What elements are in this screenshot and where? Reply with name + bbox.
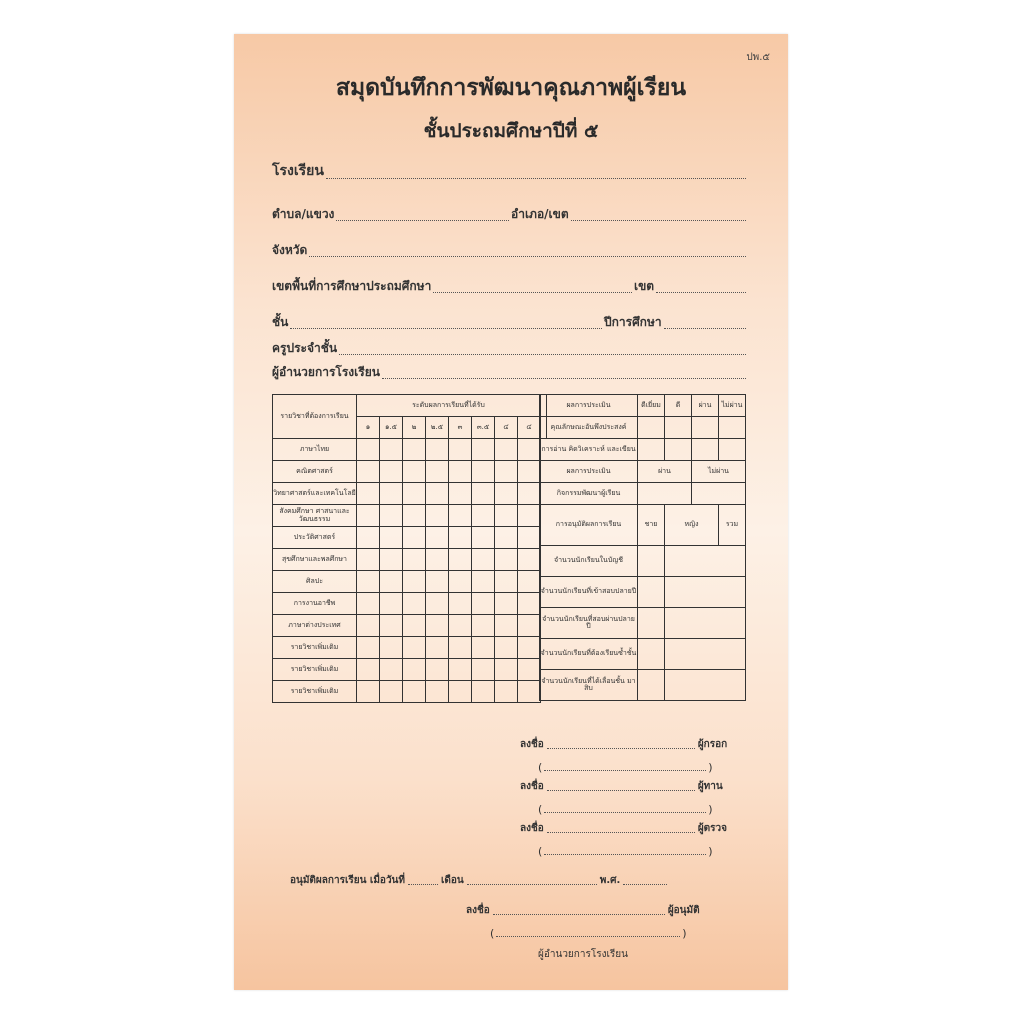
academic-year-label: ปีการศึกษา [604,315,662,329]
province-dotted-line [309,244,746,257]
grade-entry-cell[interactable] [380,461,403,483]
assessment-header-row [540,395,746,417]
grade-entry-cell[interactable] [495,549,518,571]
grade-entry-cell[interactable] [403,439,426,461]
summary-entry-cell[interactable] [638,546,665,577]
assessment-entry-cell[interactable] [665,439,692,461]
grade-entry-cell[interactable] [472,593,495,615]
grade-entry-cell[interactable] [495,461,518,483]
activity-header-row [540,461,746,483]
homeroom-teacher-field[interactable] [272,338,746,358]
grade-entry-cell[interactable] [495,483,518,505]
assessment-entry-cell[interactable] [692,417,719,439]
district-field[interactable] [511,204,746,224]
activity-entry-cell[interactable] [692,483,746,505]
grade-entry-cell[interactable] [518,681,541,703]
subject-name-cell: ประวัติศาสตร์ [273,527,357,549]
subject-row [273,615,547,637]
assessment-entry-cell[interactable] [692,439,719,461]
grade-entry-cell[interactable] [357,593,380,615]
grade-entry-cell[interactable] [403,615,426,637]
subject-name-cell: วิทยาศาสตร์และเทคโนโลยี [273,483,357,505]
grade-entry-cell[interactable] [357,505,380,527]
grade-entry-cell[interactable] [495,571,518,593]
summary-row-label: จำนวนนักเรียนในบัญชี [540,546,638,577]
school-label: โรงเรียน [272,163,324,179]
grade-entry-cell[interactable] [357,681,380,703]
grade-entry-cell[interactable] [357,461,380,483]
sign-prefix: ลงชื่อ [520,781,544,792]
level-header-cell: ๔ [495,417,518,439]
subject-name-cell: รายวิชาเพิ่มเติม [273,659,357,681]
subject-name-cell: สุขศึกษาและพลศึกษา [273,549,357,571]
grade-entry-cell[interactable] [518,483,541,505]
edu-area-label: เขตพื้นที่การศึกษาประถมศึกษา [272,279,432,293]
director-field[interactable] [272,362,746,382]
grade-entry-cell[interactable] [472,571,495,593]
role-inspector: ผู้ตรวจ [697,823,728,834]
filler-name-paren[interactable]: ( ) [538,761,713,774]
level-header-cell: ๓.๕ [472,417,495,439]
grade-entry-cell[interactable] [357,659,380,681]
subject-row [273,637,547,659]
summary-entry-cell[interactable] [665,577,746,608]
grade-entry-cell[interactable] [472,549,495,571]
summary-row-label: จำนวนนักเรียนที่เข้าสอบปลายปี [540,577,638,608]
grade-entry-cell[interactable] [449,593,472,615]
subject-row [273,659,547,681]
grade-entry-cell[interactable] [380,659,403,681]
subject-name-cell: ภาษาไทย [273,439,357,461]
level-header-cell: ๒ [403,417,426,439]
grade-header-row [273,395,547,417]
activity-col-cell: ไม่ผ่าน [692,461,746,483]
subject-name-cell: รายวิชาเพิ่มเติม [273,681,357,703]
grade-entry-cell[interactable] [472,461,495,483]
grade-entry-cell[interactable] [518,593,541,615]
grade-entry-cell[interactable] [518,527,541,549]
subdistrict-dotted-line [336,208,509,221]
sign-dotted-line [547,738,695,749]
grade-entry-cell[interactable] [380,615,403,637]
grade-entry-cell[interactable] [449,461,472,483]
assessment-header-cell: ผลการประเมิน [540,395,638,417]
grade-entry-cell[interactable] [449,549,472,571]
summary-entry-cell[interactable] [638,608,665,639]
inspector-name-paren[interactable]: ( ) [538,845,713,858]
assessment-table [539,394,746,701]
subdistrict-label: ตำบล/แขวง [272,207,335,221]
subject-row [273,571,547,593]
summary-entry-cell[interactable] [638,639,665,670]
grade-entry-cell[interactable] [357,571,380,593]
grade-entry-cell[interactable] [472,483,495,505]
grade-entry-cell[interactable] [495,637,518,659]
grade-entry-cell[interactable] [472,659,495,681]
grade-entry-cell[interactable] [426,681,449,703]
approver-name-paren[interactable]: ( ) [490,927,687,940]
grade-entry-cell[interactable] [472,637,495,659]
month-label: เดือน [440,875,464,886]
report-document [234,34,788,990]
assessment-col-cell: ดีเยี่ยม [638,395,665,417]
level-header-cell: ๒.๕ [426,417,449,439]
grade-table [272,394,547,703]
grade-field[interactable] [272,312,602,332]
grade-entry-cell[interactable] [449,483,472,505]
document-title: สมุดบันทึกการพัฒนาคุณภาพผู้เรียน [335,75,687,101]
grade-dotted-line [290,316,602,329]
grade-entry-cell[interactable] [380,439,403,461]
subject-row [273,527,547,549]
grade-entry-cell[interactable] [449,615,472,637]
checker-name-paren[interactable]: ( ) [538,803,713,816]
approval-label: อนุมัติผลการเรียน เมื่อวันที่ [290,875,405,886]
province-field[interactable] [272,240,746,260]
summary-row-label: จำนวนนักเรียนที่สอบผ่านปลายปี [540,608,638,639]
subject-name-cell: สังคมศึกษา ศาสนาและวัฒนธรรม [273,505,357,527]
assessment-col-cell: ไม่ผ่าน [719,395,746,417]
grade-entry-cell[interactable] [449,439,472,461]
summary-entry-cell[interactable] [638,670,665,701]
approval-date-line[interactable] [290,872,670,888]
summary-row [540,577,746,608]
homeroom-teacher-dotted-line [339,342,746,355]
activity-row [540,483,746,505]
grade-entry-cell[interactable] [380,681,403,703]
grade-entry-cell[interactable] [426,571,449,593]
grade-entry-cell[interactable] [357,483,380,505]
summary-entry-cell[interactable] [665,639,746,670]
edu-area-dotted-line [433,280,632,293]
grade-entry-cell[interactable] [403,549,426,571]
grade-entry-cell[interactable] [472,439,495,461]
grade-entry-cell[interactable] [357,615,380,637]
sign-dotted-line [493,904,665,915]
grade-entry-cell[interactable] [403,505,426,527]
assessment-col-cell: ผ่าน [692,395,719,417]
district-dotted-line [571,208,746,221]
academic-year-field[interactable] [604,312,746,332]
sign-prefix: ลงชื่อ [520,739,544,750]
subject-row [273,549,547,571]
district-label: อำเภอ/เขต [511,207,569,221]
zone-dotted-line [656,280,746,293]
grade-label: ชั้น [272,315,289,329]
subject-header-cell: รายวิชาที่ต้องการเรียน [273,395,357,439]
role-filler: ผู้กรอก [697,739,728,750]
summary-row [540,670,746,701]
grade-entry-cell[interactable] [380,549,403,571]
grade-entry-cell[interactable] [518,439,541,461]
grade-entry-cell[interactable] [495,659,518,681]
grade-entry-cell[interactable] [380,571,403,593]
academic-year-dotted-line [664,316,746,329]
grade-entry-cell[interactable] [518,571,541,593]
school-field[interactable] [272,162,746,182]
grade-entry-cell[interactable] [518,461,541,483]
subject-name-cell: ศิลปะ [273,571,357,593]
grade-entry-cell[interactable] [518,659,541,681]
grade-entry-cell[interactable] [518,505,541,527]
grade-entry-cell[interactable] [380,483,403,505]
activity-col-cell: ผ่าน [638,461,692,483]
grade-entry-cell[interactable] [426,439,449,461]
grade-entry-cell[interactable] [357,549,380,571]
summary-entry-cell[interactable] [665,670,746,701]
activity-header-cell: ผลการประเมิน [540,461,638,483]
grade-entry-cell[interactable] [357,637,380,659]
subject-row [273,505,547,527]
director-dotted-line [382,366,746,379]
grade-entry-cell[interactable] [449,681,472,703]
grade-entry-cell[interactable] [426,549,449,571]
grade-entry-cell[interactable] [426,637,449,659]
grade-entry-cell[interactable] [380,593,403,615]
grade-entry-cell[interactable] [403,593,426,615]
grade-entry-cell[interactable] [403,461,426,483]
grade-entry-cell[interactable] [380,505,403,527]
activity-entry-cell[interactable] [638,483,692,505]
subject-row [273,461,547,483]
grade-entry-cell[interactable] [449,659,472,681]
assessment-entry-cell[interactable] [719,439,746,461]
summary-entry-cell[interactable] [665,546,746,577]
level-header-cell: ๑.๕ [380,417,403,439]
grade-entry-cell[interactable] [403,659,426,681]
sign-prefix: ลงชื่อ [466,905,490,916]
summary-header-row [540,505,746,546]
grade-entry-cell[interactable] [403,483,426,505]
level-header-cell: ๔ [518,417,541,439]
grade-entry-cell[interactable] [495,439,518,461]
grade-entry-cell[interactable] [495,527,518,549]
province-label: จังหวัด [272,243,308,257]
grade-entry-cell[interactable] [403,571,426,593]
grade-entry-cell[interactable] [449,505,472,527]
grade-entry-cell[interactable] [495,615,518,637]
subject-row [273,681,547,703]
role-approver: ผู้อนุมัติ [667,905,700,916]
assessment-entry-cell[interactable] [638,417,665,439]
assessment-entry-cell[interactable] [665,417,692,439]
signature-inspector[interactable] [520,820,727,836]
grade-entry-cell[interactable] [472,615,495,637]
grade-entry-cell[interactable] [495,593,518,615]
assessment-row-label: การอ่าน คิดวิเคราะห์ และเขียน [540,439,638,461]
grade-entry-cell[interactable] [426,461,449,483]
grade-entry-cell[interactable] [495,681,518,703]
subject-name-cell: การงานอาชีพ [273,593,357,615]
summary-header-cell: การอนุมัติผลการเรียน [540,505,638,546]
signature-approver[interactable] [466,902,700,918]
level-header-cell: ๑ [357,417,380,439]
year-label: พ.ศ. [599,875,621,886]
summary-row [540,608,746,639]
summary-col-cell: รวม [719,505,746,546]
assessment-row [540,417,746,439]
levels-header-cell: ระดับผลการเรียนที่ได้รับ [357,395,541,417]
grade-entry-cell[interactable] [426,615,449,637]
grade-entry-cell[interactable] [495,505,518,527]
grade-entry-cell[interactable] [426,593,449,615]
activity-row-label: กิจกรรมพัฒนาผู้เรียน [540,483,638,505]
summary-col-cell: หญิง [665,505,719,546]
signature-filler[interactable] [520,736,727,752]
director-role-label: ผู้อำนวยการโรงเรียน [538,949,628,960]
sign-prefix: ลงชื่อ [520,823,544,834]
grade-entry-cell[interactable] [472,505,495,527]
grade-entry-cell[interactable] [426,505,449,527]
summary-row [540,639,746,670]
subdistrict-field[interactable] [272,204,509,224]
grade-entry-cell[interactable] [472,681,495,703]
grade-entry-cell[interactable] [380,527,403,549]
subject-name-cell: ภาษาต่างประเทศ [273,615,357,637]
grade-entry-cell[interactable] [449,527,472,549]
grade-entry-cell[interactable] [426,527,449,549]
assessment-row [540,439,746,461]
document-subtitle: ชั้นประถมศึกษาปีที่ ๕ [423,120,599,142]
grade-entry-cell[interactable] [426,659,449,681]
signature-checker[interactable] [520,778,723,794]
school-dotted-line [326,166,746,179]
level-header-cell: ๓ [449,417,472,439]
grade-entry-cell[interactable] [403,527,426,549]
grade-entry-cell[interactable] [426,483,449,505]
subject-row [273,483,547,505]
document-code: ปพ.๕ [746,52,770,63]
summary-row-label: จำนวนนักเรียนที่ได้เลื่อนชั้น มาสิบ [540,670,638,701]
summary-row [540,546,746,577]
grade-entry-cell[interactable] [472,527,495,549]
grade-entry-cell[interactable] [449,637,472,659]
grade-entry-cell[interactable] [449,571,472,593]
assessment-entry-cell[interactable] [719,417,746,439]
homeroom-teacher-label: ครูประจำชั้น [272,341,338,355]
assessment-row-label: คุณลักษณะอันพึงประสงค์ [540,417,638,439]
grade-entry-cell[interactable] [380,637,403,659]
subject-name-cell: รายวิชาเพิ่มเติม [273,637,357,659]
zone-field[interactable] [634,276,746,296]
grade-entry-cell[interactable] [403,637,426,659]
grade-entry-cell[interactable] [403,681,426,703]
grade-entry-cell[interactable] [357,527,380,549]
edu-area-field[interactable] [272,276,632,296]
assessment-col-cell: ดี [665,395,692,417]
summary-entry-cell[interactable] [638,577,665,608]
summary-col-cell: ชาย [638,505,665,546]
assessment-entry-cell[interactable] [638,439,665,461]
grade-entry-cell[interactable] [518,637,541,659]
sign-dotted-line [547,822,695,833]
director-label: ผู้อำนวยการโรงเรียน [272,365,380,379]
sign-dotted-line [547,780,695,791]
grade-entry-cell[interactable] [357,439,380,461]
grade-entry-cell[interactable] [518,549,541,571]
zone-label: เขต [634,279,655,293]
subject-row [273,439,547,461]
grade-entry-cell[interactable] [518,615,541,637]
subject-name-cell: คณิตศาสตร์ [273,461,357,483]
summary-entry-cell[interactable] [665,608,746,639]
role-checker: ผู้ทาน [697,781,723,792]
summary-row-label: จำนวนนักเรียนที่ต้องเรียนซ้ำชั้น [540,639,638,670]
subject-row [273,593,547,615]
